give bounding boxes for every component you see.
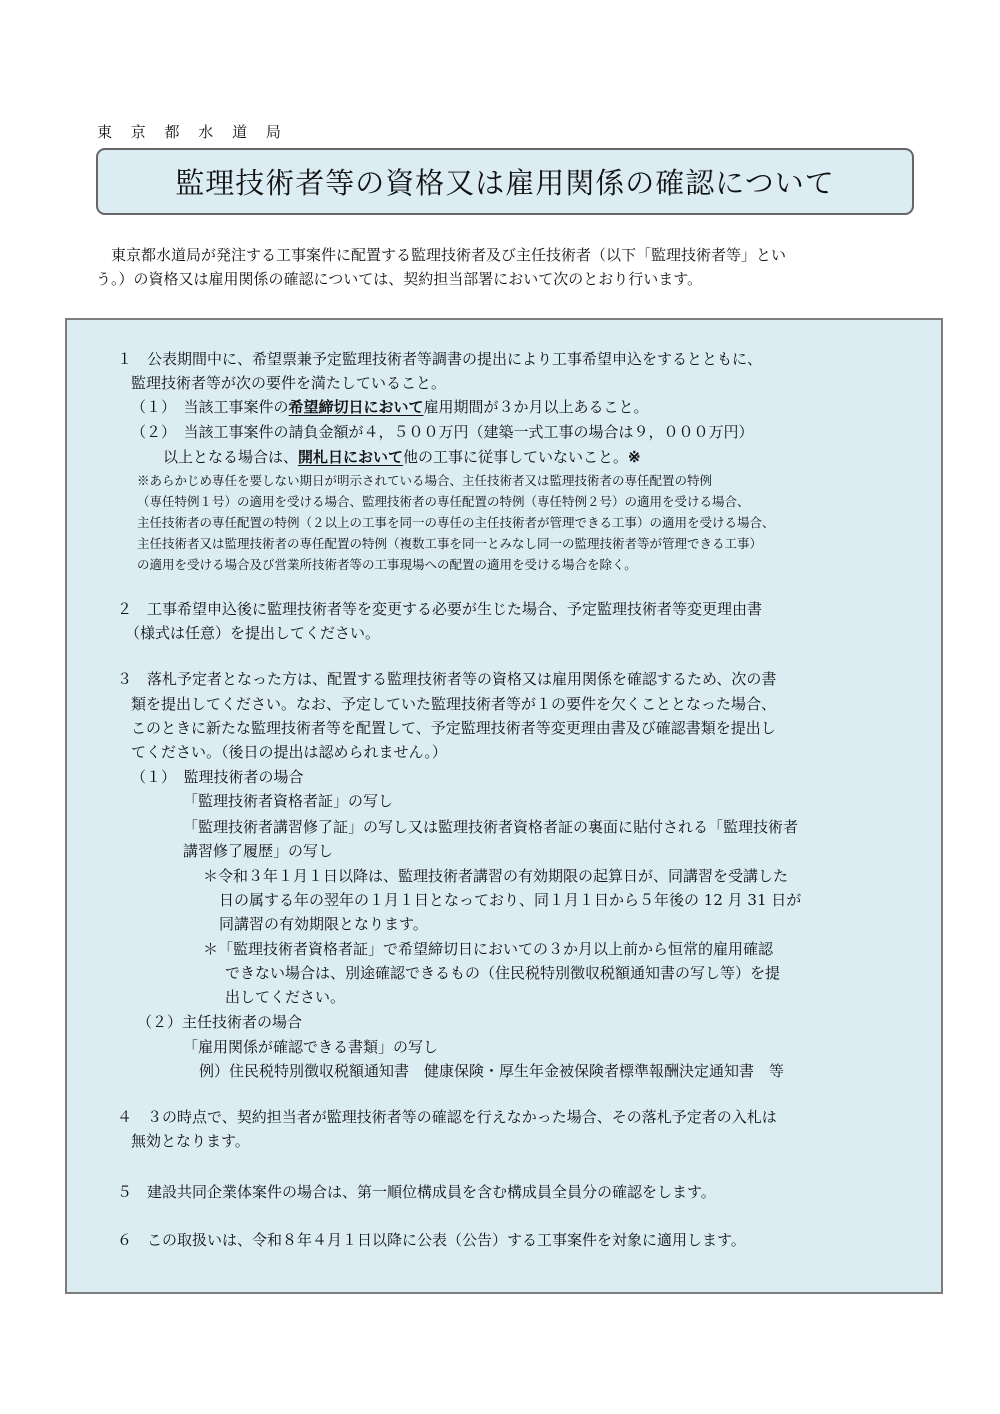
section-1-line: １ 公表期間中に、希望票兼予定監理技術者等調書の提出により工事希望申込をするとともに、	[117, 350, 763, 368]
section-2-line: （様式は任意）を提出してください。	[125, 624, 381, 642]
required-document: 「雇用関係が確認できる書類」の写し	[183, 1038, 439, 1056]
document-examples: 例）住民税特別徴収税額通知書 健康保険・厚生年金被保険者標準報酬決定通知書 等	[199, 1062, 785, 1080]
exception-note-line: （専任特例１号）の適用を受ける場合、監理技術者の専任配置の特例（専任特例２号）の適用を受ける場合、	[137, 494, 750, 509]
exception-note-line: 主任技術者の専任配置の特例（２以上の工事を同一の専任の主任技術者が管理できる工事）の適用を受ける場合、	[137, 515, 775, 530]
section-1-item-2: （２） 当該工事案件の請負金額が４，５００万円（建築一式工事の場合は９，０００万円）	[131, 423, 754, 441]
lecture-validity-note: 同講習の有効期限となります。	[219, 915, 428, 933]
section-6-line: ６ この取扱いは、令和８年４月１日以降に公表（公告）する工事案件を対象に適用します。	[117, 1231, 746, 1249]
lecture-validity-note: 日の属する年の翌年の１月１日となっており、同１月１日から５年後の 12 月 31 日が	[219, 891, 802, 909]
employment-check-note: ＊「監理技術者資格者証」で希望締切日においての３か月以上前から恒常的雇用確認	[203, 940, 774, 958]
intro-paragraph	[96, 243, 916, 291]
section-2-line: ２ 工事希望申込後に監理技術者等を変更する必要が生じた場合、予定監理技術者等変更理由書	[117, 600, 763, 618]
section-3-line: このときに新たな監理技術者等を配置して、予定監理技術者等変更理由書及び確認書類を提出し	[131, 719, 776, 737]
required-document: 講習修了履歴」の写し	[183, 842, 334, 860]
lecture-validity-note: ＊令和３年１月１日以降は、監理技術者講習の有効期限の起算日が、同講習を受講した	[203, 867, 789, 885]
section-5-line: ５ 建設共同企業体案件の場合は、第一順位構成員を含む構成員全員分の確認をします。	[117, 1183, 716, 1201]
opening-date-emphasis: 開札日において	[298, 448, 404, 466]
employment-check-note: できない場合は、別途確認できるもの（住民税特別徴収税額通知書の写し等）を提	[225, 964, 781, 982]
section-3-line: ３ 落札予定者となった方は、配置する監理技術者等の資格又は雇用関係を確認するため、次の書	[117, 670, 777, 688]
section-1-line: 監理技術者等が次の要件を満たしていること。	[131, 374, 447, 392]
section-1-item-1	[131, 396, 649, 418]
deadline-emphasis: 希望締切日において	[288, 398, 424, 416]
title-box	[96, 148, 914, 215]
item-text: （１） 当該工事案件の	[131, 398, 289, 416]
page-title: 監理技術者等の資格又は雇用関係の確認について	[175, 166, 835, 200]
agency-name: 東 京 都 水 道 局	[97, 123, 288, 141]
requirements-box	[65, 318, 943, 1294]
section-1-item-2-cont	[163, 446, 641, 468]
exception-note-line: ※あらかじめ専任を要しない期日が明示されている場合、主任技術者又は監理技術者の専任配置の特例	[137, 473, 713, 488]
exception-note-line: の適用を受ける場合及び営業所技術者等の工事現場への配置の適用を受ける場合を除く。	[137, 557, 637, 572]
section-3-line: 類を提出してください。なお、予定していた監理技術者等が１の要件を欠くこととなった場合、	[131, 695, 777, 713]
section-3-sub-2-heading: （２）主任技術者の場合	[137, 1013, 303, 1031]
required-document: 「監理技術者講習修了証」の写し又は監理技術者資格者証の裏面に貼付される「監理技術者	[183, 818, 799, 836]
intro-line: 東京都水道局が発注する工事案件に配置する監理技術者及び主任技術者（以下「監理技術者等」とい	[111, 246, 787, 264]
intro-line: う。）の資格又は雇用関係の確認については、契約担当部署において次のとおり行います。	[96, 270, 703, 288]
exception-note-line: 主任技術者又は監理技術者の専任配置の特例（複数工事を同一とみなし同一の監理技術者等が管理できる工事）	[137, 536, 763, 551]
item-text: 雇用期間が３か月以上あること。	[423, 398, 649, 416]
section-4-line: 無効となります。	[131, 1132, 250, 1150]
note-mark: ※	[628, 448, 641, 466]
item-text: 以上となる場合は、	[163, 448, 299, 466]
section-3-line: てください。（後日の提出は認められません。）	[131, 743, 447, 761]
required-document: 「監理技術者資格者証」の写し	[183, 792, 394, 810]
item-text: 他の工事に従事していないこと。	[403, 448, 629, 466]
section-3-sub-1-heading: （１） 監理技術者の場合	[131, 768, 304, 786]
section-4-line: ４ ３の時点で、契約担当者が監理技術者等の確認を行えなかった場合、その落札予定者の入札は	[117, 1108, 777, 1126]
employment-check-note: 出してください。	[225, 988, 346, 1006]
